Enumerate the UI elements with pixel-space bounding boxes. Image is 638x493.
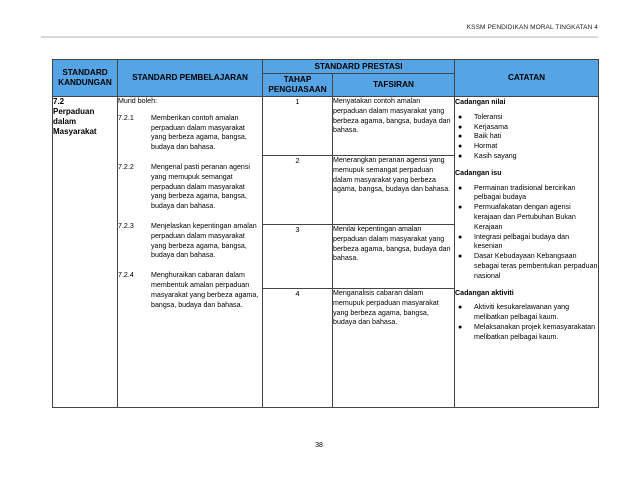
page-number: 38 — [315, 442, 323, 449]
standard-table — [52, 59, 599, 408]
list-item: ● Toleransi — [455, 113, 598, 123]
aktiviti-list — [455, 303, 598, 342]
bullet-icon: ● — [458, 233, 463, 241]
pembelajaran-item-code: 7.2.4 — [118, 271, 134, 280]
header-standard-kandungan: STANDARD KANDUNGAN — [53, 60, 118, 97]
list-item: ● Hormat — [455, 142, 598, 152]
pembelajaran-item-code: 7.2.2 — [118, 162, 134, 171]
pembelajaran-item — [118, 114, 262, 153]
pembelajaran-item-text: Menghuraikan cabaran dalam membentuk amalan perpaduan masyarakat yang berbeza agama, bangsa, budaya dan bahasa. — [151, 271, 259, 309]
kandungan-title: Perpaduan dalam Masyarakat — [53, 107, 97, 136]
isu-list — [455, 184, 598, 282]
list-item: ● Aktiviti kesukarelawanan yang melibatkan pelbagai kaum. — [455, 303, 598, 323]
standard-pembelajaran-cell — [118, 97, 263, 408]
header-tahap-penguasaan: TAHAP PENGUASAAN — [263, 74, 333, 97]
tahap-cell: 1 — [263, 97, 333, 156]
tahap-cell: 4 — [263, 289, 333, 408]
pembelajaran-item — [118, 222, 262, 261]
cadangan-nilai-heading: Cadangan nilai — [455, 98, 506, 106]
running-header: KSSM PENDIDIKAN MORAL TINGKATAN 4 — [466, 24, 598, 31]
tafsiran-cell: Menganalisis cabaran dalam memupuk perpaduan masyarakat yang berbeza agama, bangsa, budaya dan bahasa. — [333, 289, 455, 408]
bullet-icon: ● — [458, 304, 463, 312]
cadangan-aktiviti-heading: Cadangan aktiviti — [455, 288, 514, 297]
nilai-list — [455, 113, 598, 162]
bullet-icon: ● — [458, 253, 463, 261]
bullet-icon: ● — [458, 152, 463, 160]
standard-kandungan-cell — [53, 97, 118, 408]
pembelajaran-item-text: Mengenal pasti peranan agensi yang memupuk semangat perpaduan dalam masyarakat yang berbeza agama, bangsa, budaya dan bahasa. — [151, 162, 250, 211]
bullet-icon: ● — [458, 204, 463, 212]
pembelajaran-item — [118, 271, 262, 310]
header-rule — [41, 36, 598, 38]
list-item: ● Permuafakatan dengan agensi kerajaan dan Pertubuhan Bukan Kerajaan — [455, 203, 598, 232]
kandungan-code: 7.2 — [53, 97, 65, 106]
list-item: ● Kasih sayang — [455, 152, 598, 162]
bullet-icon: ● — [458, 323, 463, 331]
list-item: ● Permainan tradisional bercirikan pelbagai budaya — [455, 184, 598, 204]
pembelajaran-intro: Murid boleh: — [118, 97, 158, 105]
catatan-cell — [455, 97, 599, 408]
pembelajaran-item-code: 7.2.1 — [118, 113, 134, 122]
bullet-icon: ● — [458, 123, 463, 131]
list-item: ● Baik hati — [455, 132, 598, 142]
pembelajaran-item — [118, 163, 262, 212]
tahap-cell: 2 — [263, 156, 333, 225]
pembelajaran-item-text: Menjelaskan kepentingan amalan perpaduan dalam masyarakat yang berbeza agama, bangsa, budaya dan bahasa. — [151, 221, 257, 260]
pembelajaran-item-text: Memberikan contoh amalan perpaduan dalam masyarakat yang berbeza agama, bangsa, budaya dan bahasa. — [151, 113, 247, 152]
header-standard-pembelajaran: STANDARD PEMBELAJARAN — [118, 60, 263, 97]
bullet-icon: ● — [458, 133, 463, 141]
bullet-icon: ● — [458, 143, 463, 151]
list-item: ● Integrasi pelbagai budaya dan kesenian — [455, 233, 598, 253]
bullet-icon: ● — [458, 113, 463, 121]
list-item: ● Dasar Kebudayaan Kebangsaan sebagai teras pembentukan perpaduan nasional — [455, 252, 598, 281]
cadangan-isu-heading: Cadangan isu — [455, 168, 502, 177]
pembelajaran-item-code: 7.2.3 — [118, 221, 134, 230]
list-item: ● Melaksanakan projek kemasyarakatan melibatkan pelbagai kaum. — [455, 323, 598, 343]
tafsiran-cell: Menyatakan contoh amalan perpaduan dalam masyarakat yang berbeza agama, bangsa, budaya dan bahasa. — [333, 97, 455, 156]
bullet-icon: ● — [458, 184, 463, 192]
header-tafsiran: TAFSIRAN — [333, 74, 455, 97]
list-item: ● Kerjasama — [455, 123, 598, 133]
tahap-cell: 3 — [263, 225, 333, 289]
tafsiran-cell: Menilai kepentingan amalan perpaduan dalam masyarakat yang berbeza agama, bangsa, budaya dan bahasa. — [333, 225, 455, 289]
tafsiran-cell: Menerangkan peranan agensi yang memupuk semangat perpaduan dalam masyarakat yang berbeza agama, bangsa, budaya dan bahasa. — [333, 156, 455, 225]
header-standard-prestasi: STANDARD PRESTASI — [263, 60, 455, 74]
header-catatan: CATATAN — [455, 60, 599, 97]
